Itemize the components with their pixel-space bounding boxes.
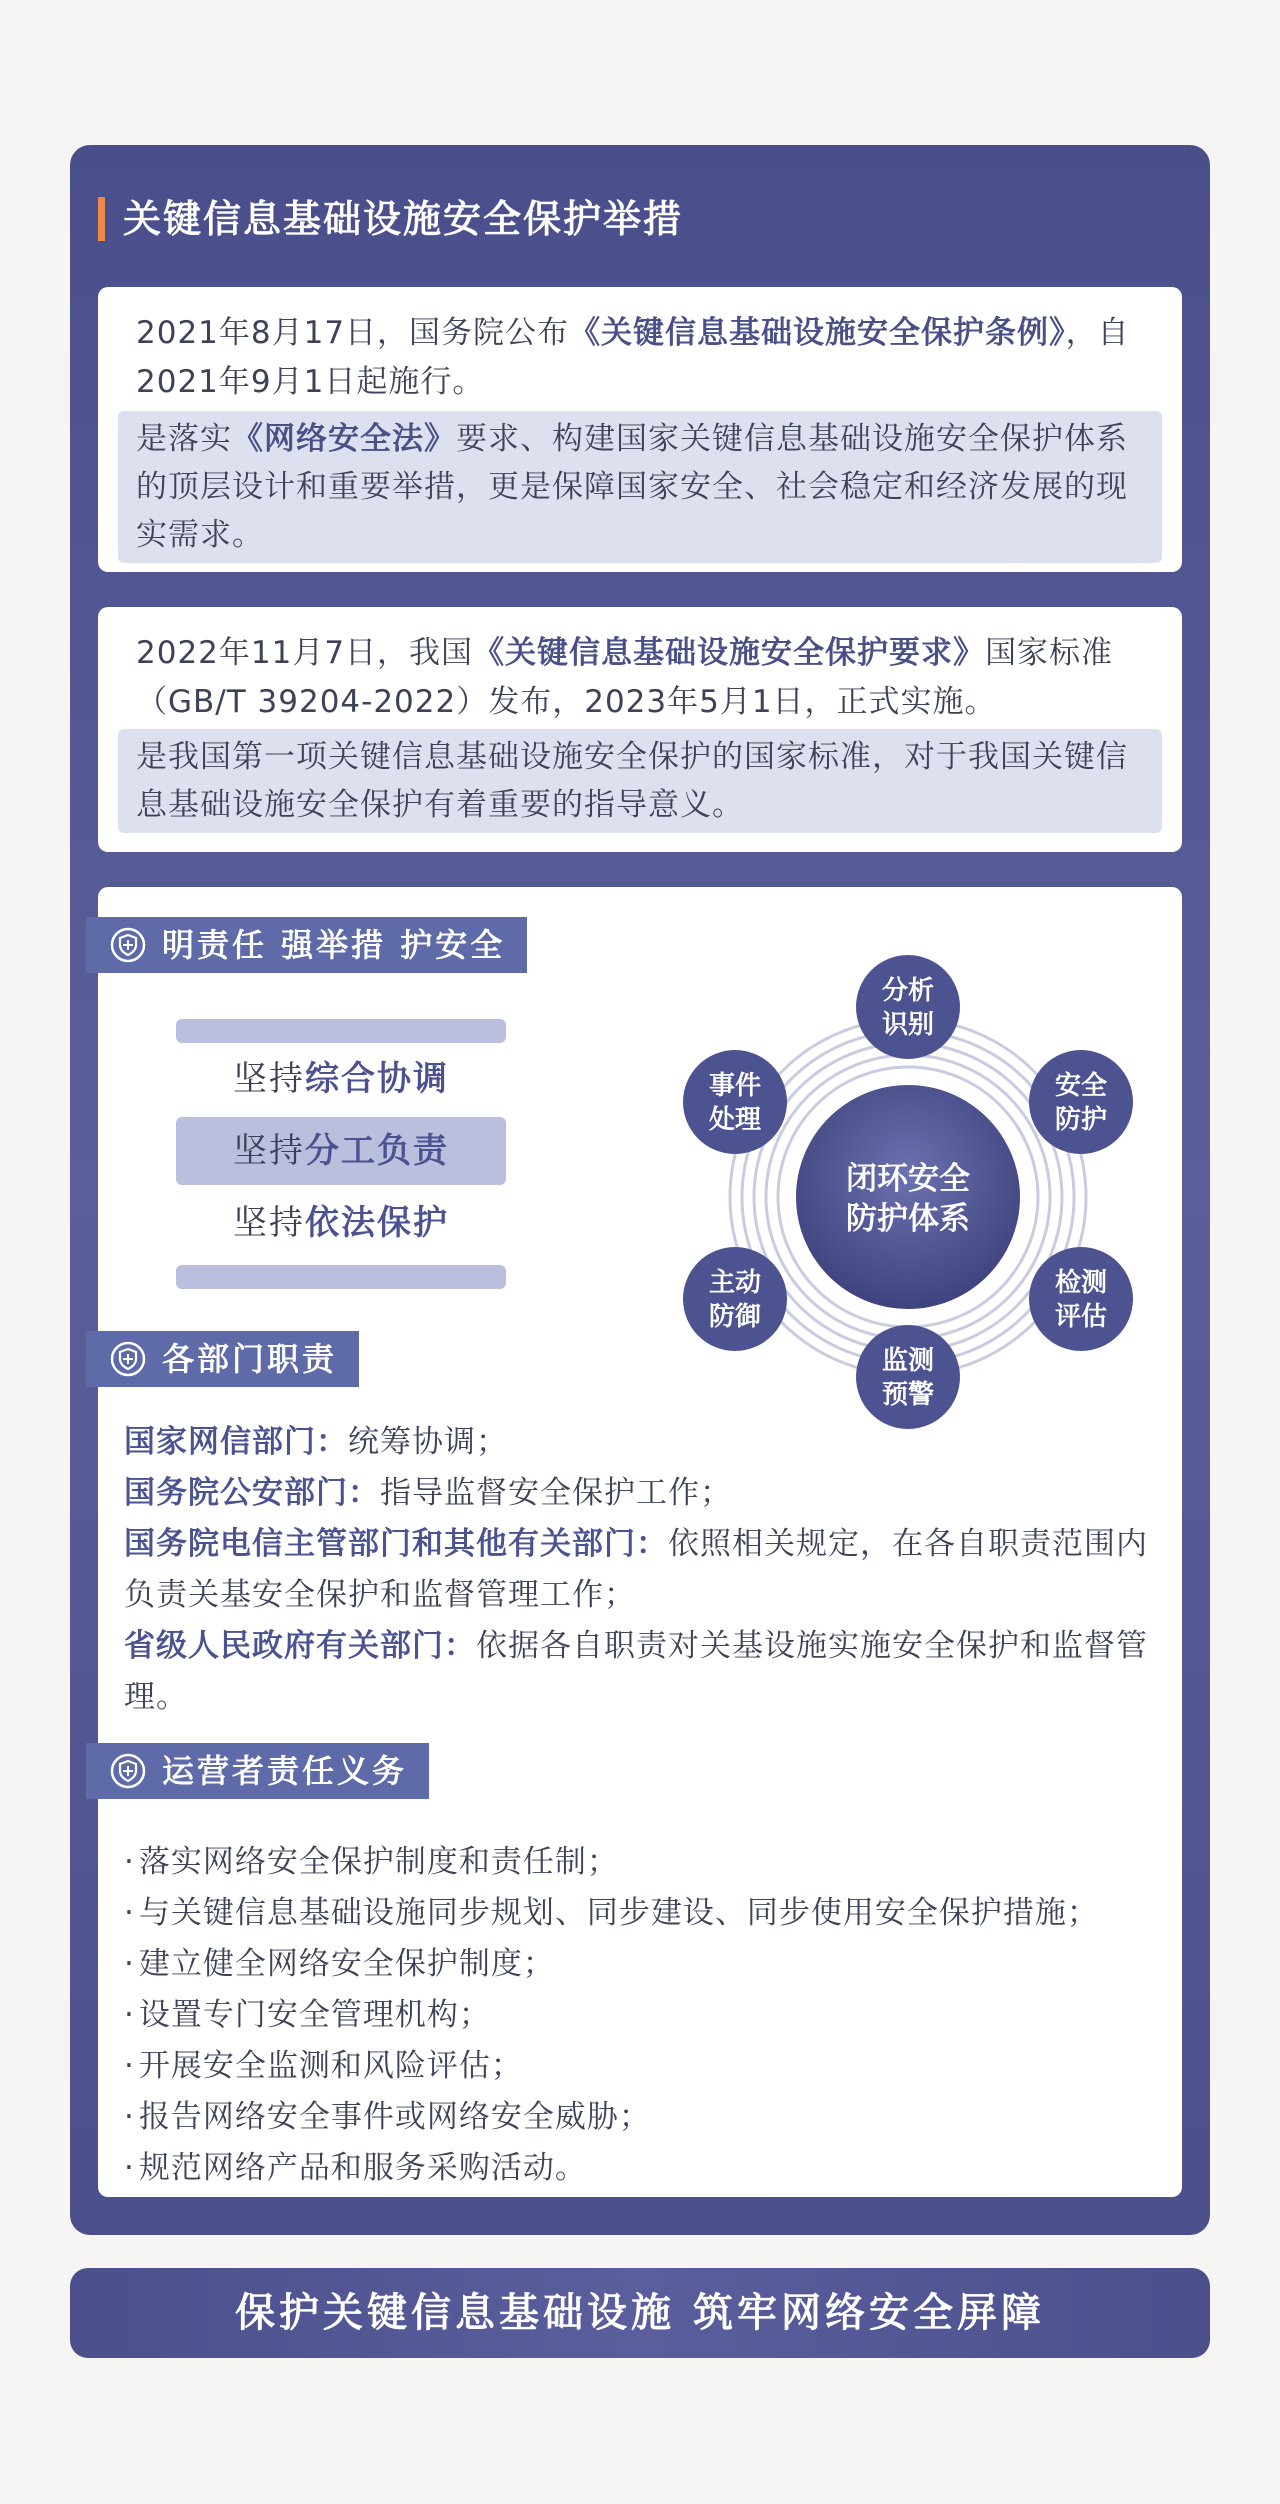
svg-text:处理: 处理 — [708, 1105, 762, 1135]
shield-icon — [110, 1753, 146, 1789]
center-label-2: 防护体系 — [846, 1201, 970, 1237]
operator-obligations — [124, 1837, 1156, 2194]
svg-text:安全: 安全 — [1054, 1071, 1108, 1101]
closed-loop-diagram — [658, 937, 1158, 1437]
svg-text:预警: 预警 — [881, 1380, 935, 1410]
list-item: · 设置专门安全管理机构； — [124, 1990, 1156, 2041]
principles-list — [176, 1019, 506, 1289]
svg-text:监测: 监测 — [881, 1346, 935, 1376]
node-warning — [856, 1325, 960, 1429]
svg-text:防护: 防护 — [1054, 1105, 1108, 1135]
footer-slogan: 保护关键信息基础设施 筑牢网络安全屏障 — [70, 2268, 1210, 2358]
section-header-departments: 各部门职责 — [86, 1331, 359, 1387]
list-item: · 建立健全网络安全保护制度； — [124, 1939, 1156, 1990]
regulation-card — [98, 287, 1182, 572]
svg-text:评估: 评估 — [1054, 1302, 1108, 1332]
list-item: · 与关键信息基础设施同步规划、同步建设、同步使用安全保护措施； — [124, 1888, 1156, 1939]
node-assessment — [1029, 1247, 1133, 1351]
page-title: 关键信息基础设施安全保护举措 — [98, 197, 683, 241]
department-duties — [124, 1417, 1156, 1723]
section-header-responsibility: 明责任 强举措 护安全 — [86, 917, 527, 973]
law-name: 《网络安全法》 — [232, 421, 456, 457]
duty-item: 国家网信部门：统筹协调； — [124, 1424, 508, 1460]
list-item: · 落实网络安全保护制度和责任制； — [124, 1837, 1156, 1888]
shield-icon — [110, 927, 146, 963]
measures-card — [98, 887, 1182, 2197]
standard-name: 《关键信息基础设施安全保护要求》 — [473, 635, 986, 671]
standard-highlight: 是我国第一项关键信息基础设施安全保护的国家标准，对于我国关键信息基础设施安全保护有着重要的指导意义。 — [118, 729, 1162, 833]
duty-item: 国务院公安部门：指导监督安全保护工作； — [124, 1475, 732, 1511]
duty-item: 省级人民政府有关部门：依据各自职责对关基设施实施安全保护和监督管理。 — [124, 1628, 1148, 1715]
center-circle — [796, 1085, 1020, 1309]
standard-intro: 2022年11月7日，我国《关键信息基础设施安全保护要求》国家标准（GB/T 39204-2022）发布，2023年5月1日，正式实施。 — [136, 635, 1114, 720]
svg-text:分析: 分析 — [881, 976, 935, 1006]
center-label-1: 闭环安全 — [846, 1161, 970, 1197]
list-item: · 规范网络产品和服务采购活动。 — [124, 2143, 1156, 2194]
node-protection — [1029, 1050, 1133, 1154]
node-incident — [683, 1050, 787, 1154]
main-panel — [70, 145, 1210, 2235]
duty-item: 国务院电信主管部门和其他有关部门：依照相关规定，在各自职责范围内负责关基安全保护和监督管理工作； — [124, 1526, 1148, 1613]
shield-icon — [110, 1341, 146, 1377]
svg-text:检测: 检测 — [1054, 1268, 1108, 1298]
regulation-intro: 2021年8月17日，国务院公布《关键信息基础设施安全保护条例》，自2021年9月1日起施行。 — [136, 315, 1130, 400]
svg-text:主动: 主动 — [708, 1268, 762, 1298]
node-analysis — [856, 955, 960, 1059]
principle-item: 坚持综合协调 — [233, 1059, 449, 1099]
svg-text:防御: 防御 — [708, 1302, 762, 1332]
svg-text:识别: 识别 — [881, 1010, 935, 1040]
list-item: · 开展安全监测和风险评估； — [124, 2041, 1156, 2092]
list-cap-bottom — [176, 1265, 506, 1289]
principle-item: 坚持分工负责 — [176, 1117, 506, 1185]
node-defense — [683, 1247, 787, 1351]
list-cap-top — [176, 1019, 506, 1043]
list-item: · 报告网络安全事件或网络安全威胁； — [124, 2092, 1156, 2143]
principle-item: 坚持依法保护 — [233, 1203, 449, 1243]
svg-text:事件: 事件 — [708, 1071, 762, 1101]
standard-card — [98, 607, 1182, 852]
regulation-name: 《关键信息基础设施安全保护条例》 — [569, 315, 1066, 351]
section-header-operators: 运营者责任义务 — [86, 1743, 429, 1799]
regulation-highlight: 是落实《网络安全法》要求、构建国家关键信息基础设施安全保护体系的顶层设计和重要举措，更是保障国家安全、社会稳定和经济发展的现实需求。 — [118, 411, 1162, 563]
